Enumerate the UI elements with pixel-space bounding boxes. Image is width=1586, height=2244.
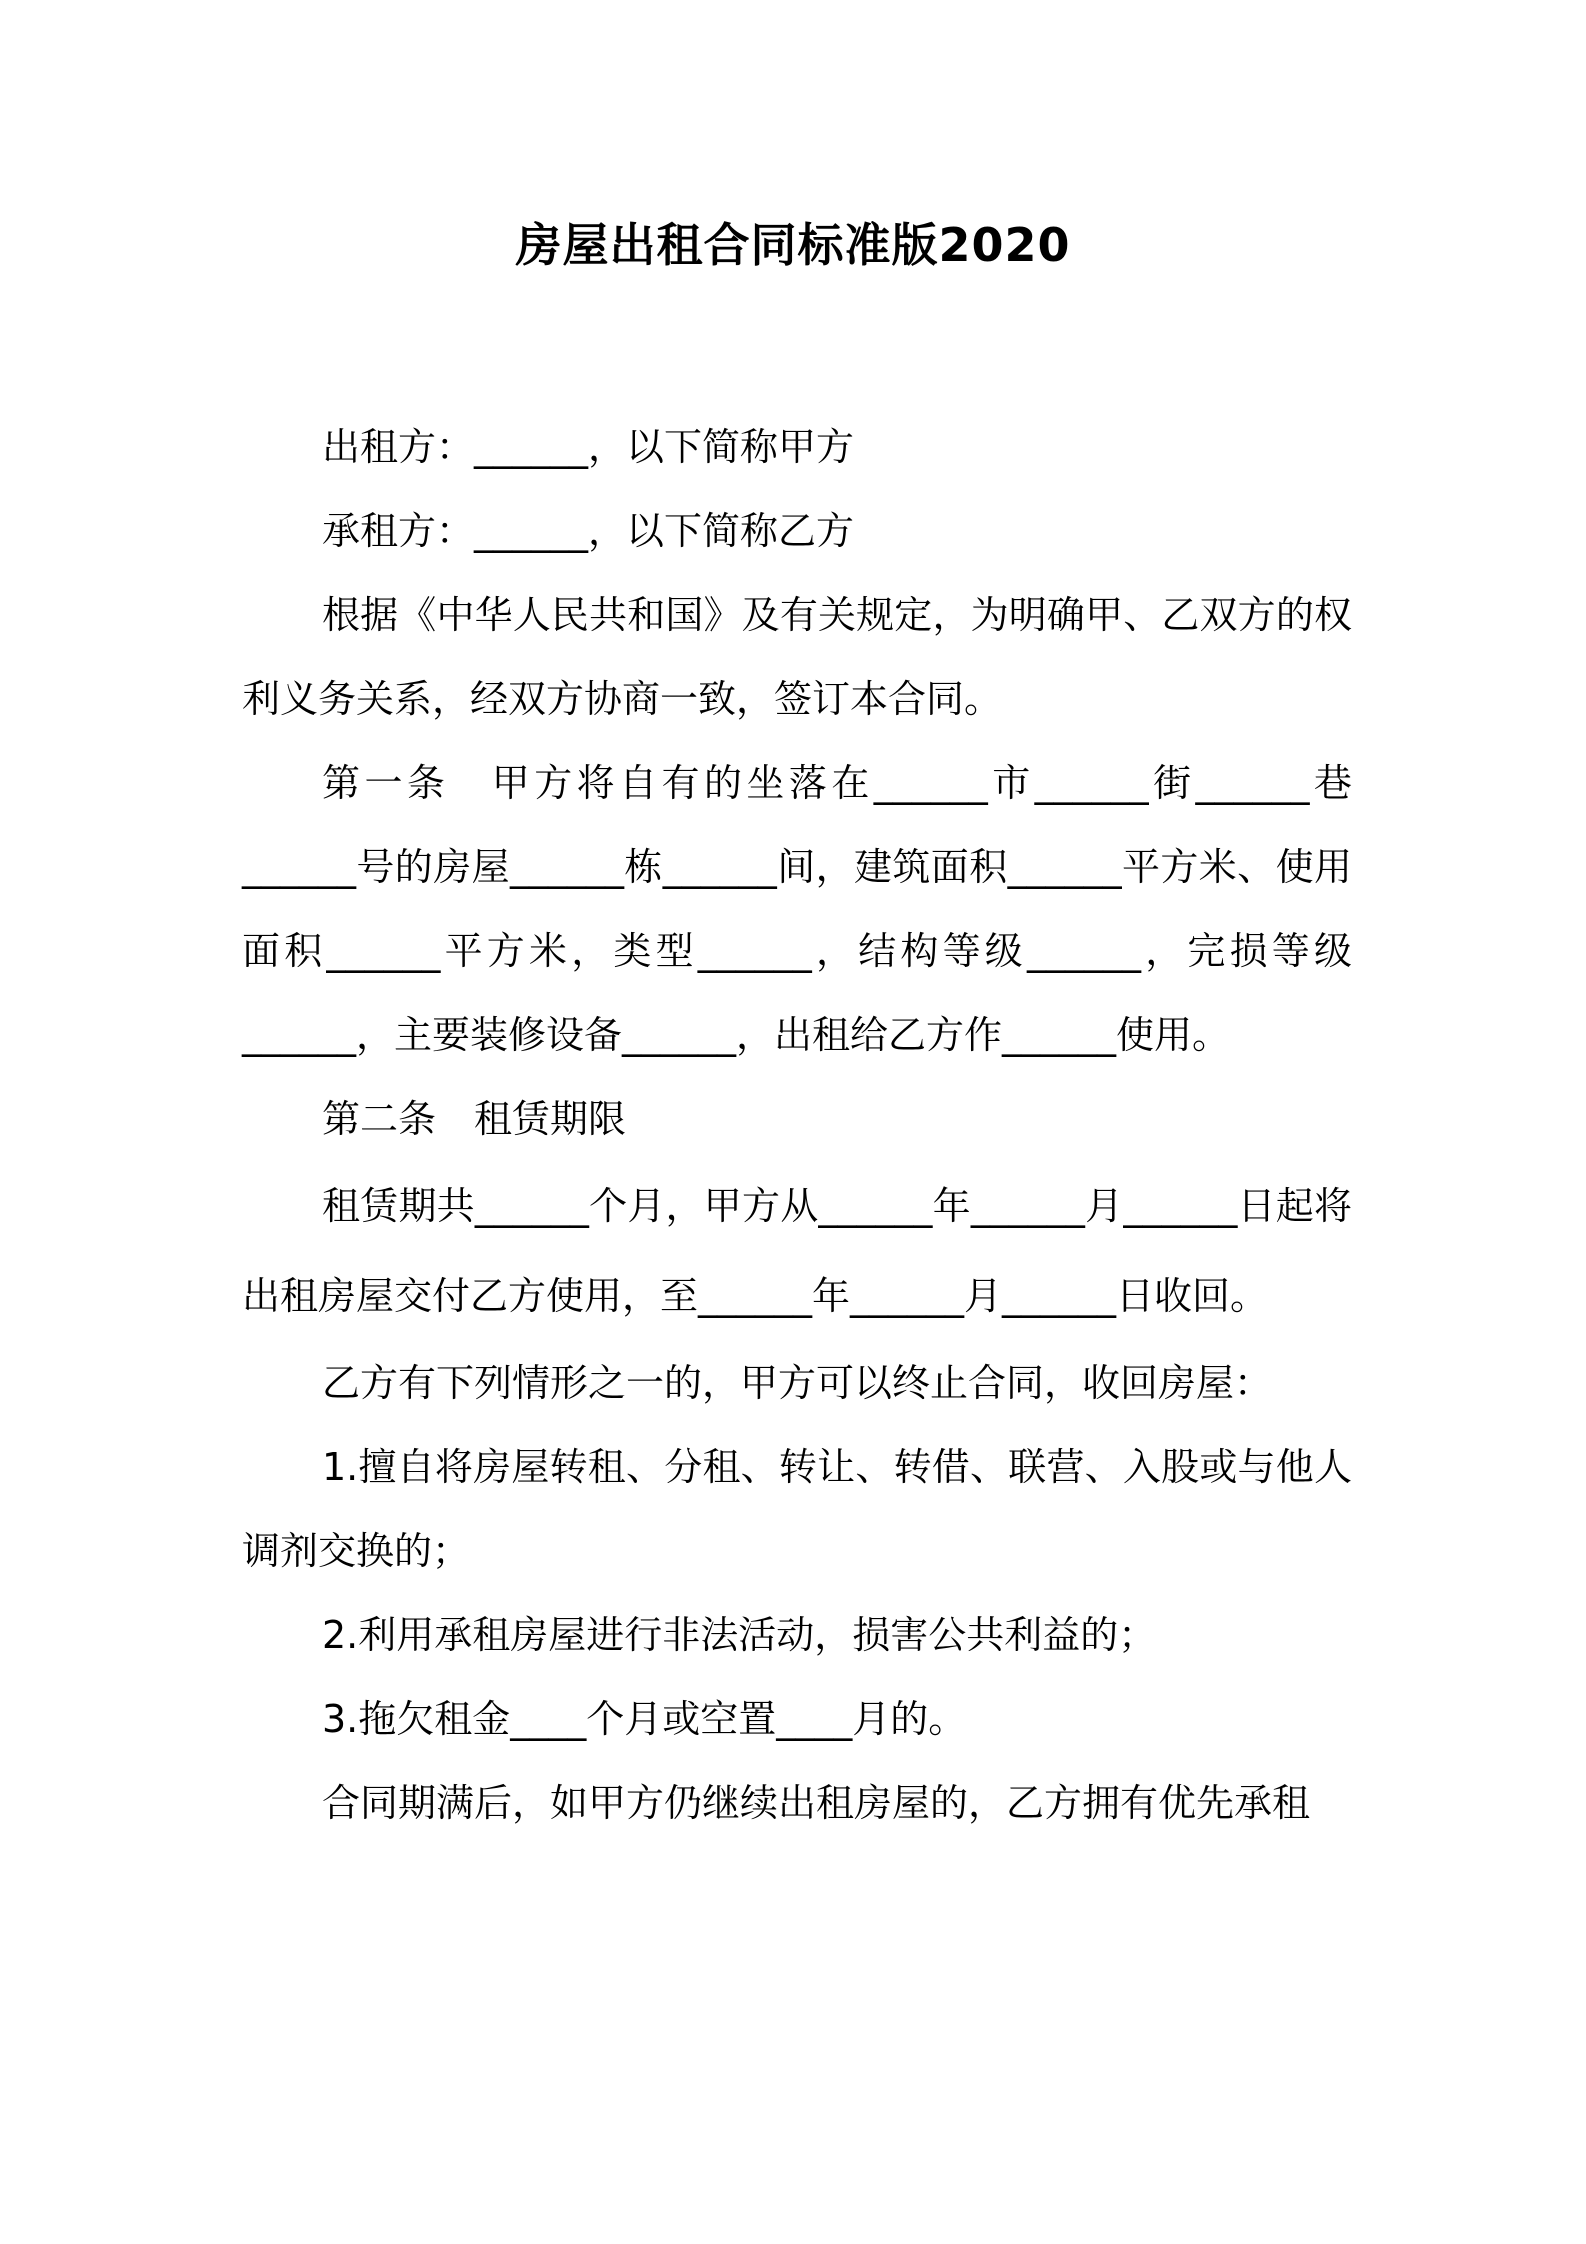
termination-intro: 乙方有下列情形之一的，甲方可以终止合同，收回房屋：: [322, 1361, 1273, 1405]
document-title: 房屋出租合同标准版2020: [515, 218, 1071, 272]
termination-item-1: 1.擅自将房屋转租、分租、转让、转借、联营、入股或与他人调剂交换的；: [242, 1445, 1352, 1573]
lease-term-paragraph: 租赁期共______个月，甲方从______年______月______日起将出租房屋交付乙方使用，至______年______月______日收回。: [242, 1184, 1352, 1318]
preamble-paragraph: 根据《中华人民共和国》及有关规定，为明确甲、乙双方的权利义务关系，经双方协商一致，签订本合同。: [242, 593, 1352, 721]
renewal-paragraph: 合同期满后，如甲方仍继续出租房屋的，乙方拥有优先承租: [322, 1781, 1311, 1825]
article-1-paragraph: 第一条 甲方将自有的坐落在______市______街______巷______号的房屋______栋______间，建筑面积______平方米、使用面积______平方米，类型______，结构等级______，完损等级______，主要装修设备______，出租给乙方作______使用。: [242, 761, 1352, 1057]
lessor-line: 出租方：______，以下简称甲方: [322, 425, 855, 469]
article-2-heading: 第二条 租赁期限: [322, 1097, 627, 1141]
termination-item-2: 2.利用承租房屋进行非法活动，损害公共利益的；: [322, 1613, 1157, 1657]
document-body: [242, 405, 1352, 1845]
termination-item-3: 3.拖欠租金____个月或空置____月的。: [322, 1697, 967, 1741]
lessee-line: 承租方：______，以下简称乙方: [322, 509, 855, 553]
